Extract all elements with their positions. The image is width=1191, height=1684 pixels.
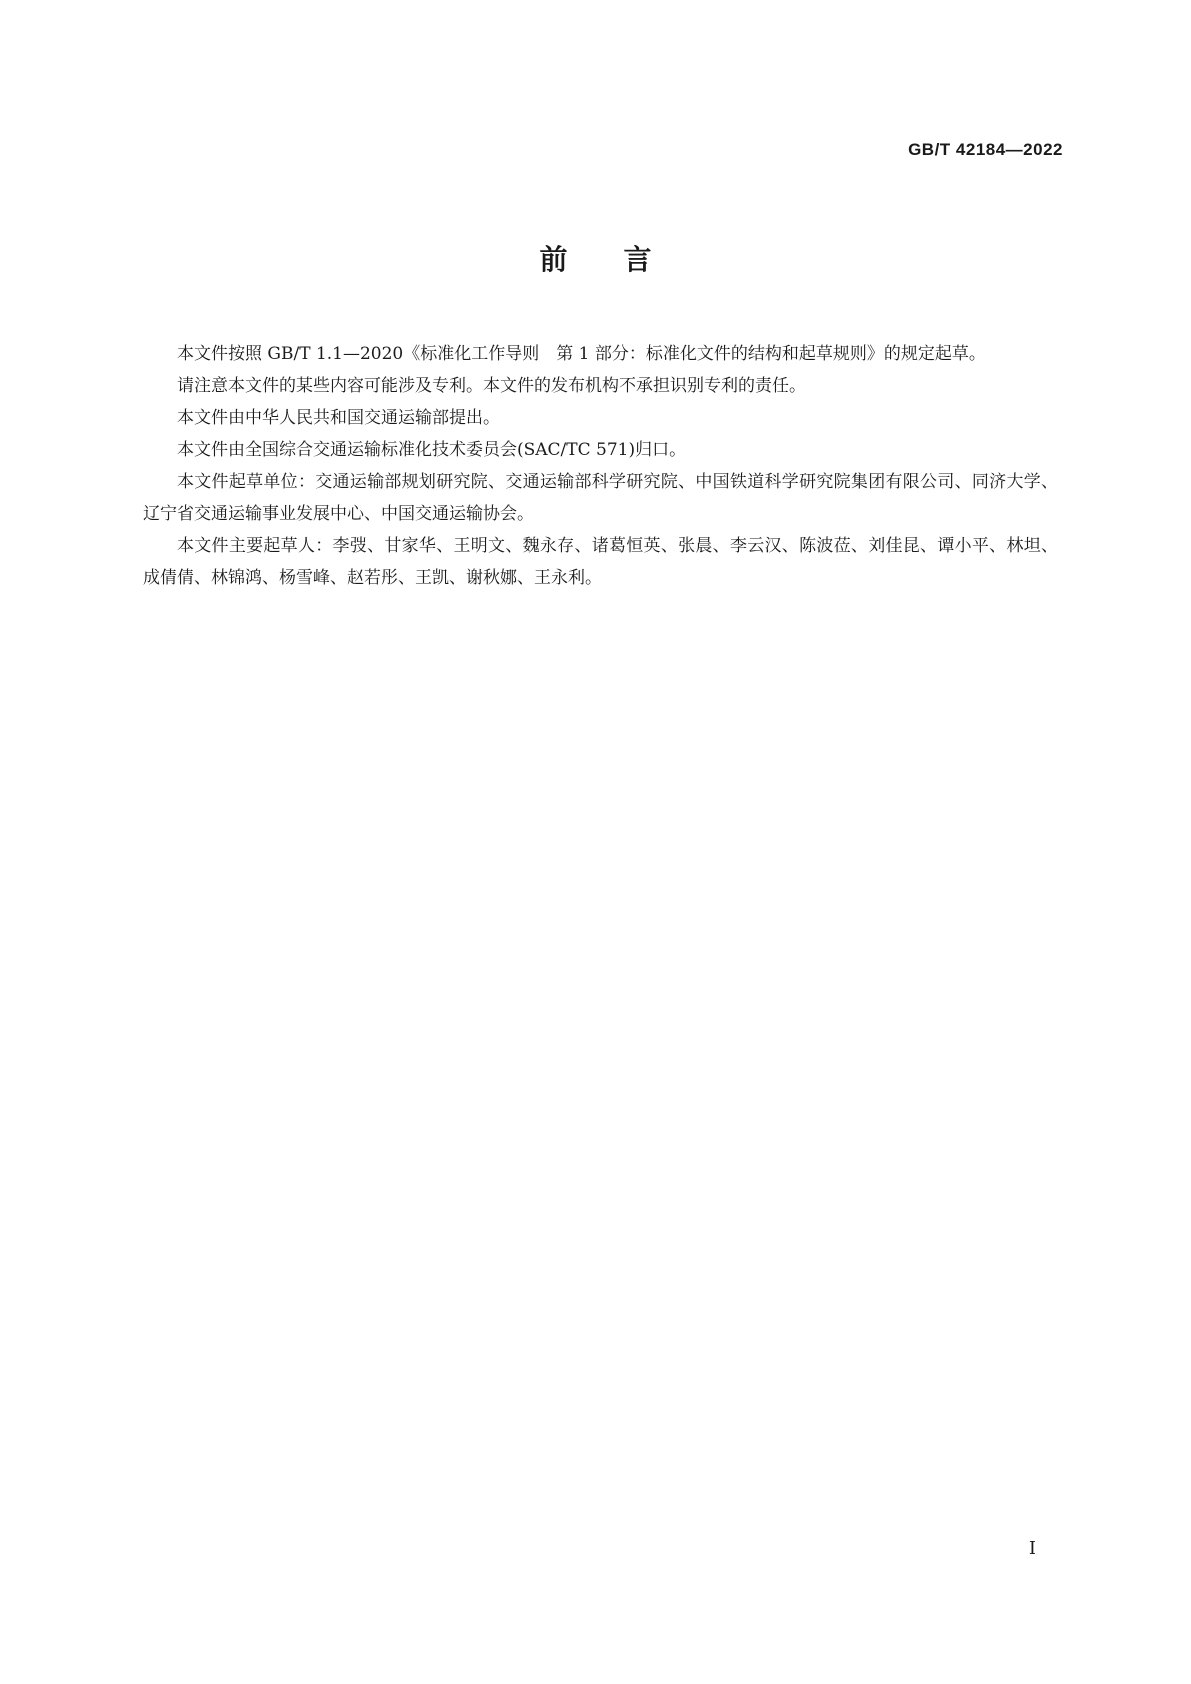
paragraph-drafters: 本文件主要起草人：李弢、甘家华、王明文、魏永存、诸葛恒英、张晨、李云汉、陈波莅、刘佳昆、谭小平、林坦、成倩倩、林锦鸿、杨雪峰、赵若彤、王凯、谢秋娜、王永利。: [143, 536, 1058, 588]
paragraph-patent-notice: 请注意本文件的某些内容可能涉及专利。本文件的发布机构不承担识别专利的责任。: [177, 376, 806, 396]
page-title: 前言: [539, 243, 708, 276]
body-text: [143, 338, 1058, 594]
paragraph-proposer: 本文件由中华人民共和国交通运输部提出。: [177, 408, 500, 428]
paragraph-drafting-units: 本文件起草单位：交通运输部规划研究院、交通运输部科学研究院、中国铁道科学研究院集团有限公司、同济大学、辽宁省交通运输事业发展中心、中国交通运输协会。: [143, 472, 1058, 524]
page-number: I: [1028, 1538, 1036, 1559]
paragraph-drafting-rules: 本文件按照 GB/T 1.1—2020《标准化工作导则 第 1 部分：标准化文件的结构和起草规则》的规定起草。: [177, 344, 986, 364]
paragraph-technical-committee: 本文件由全国综合交通运输标准化技术委员会(SAC/TC 571)归口。: [177, 440, 687, 460]
document-code: GB/T 42184—2022: [908, 140, 1063, 159]
